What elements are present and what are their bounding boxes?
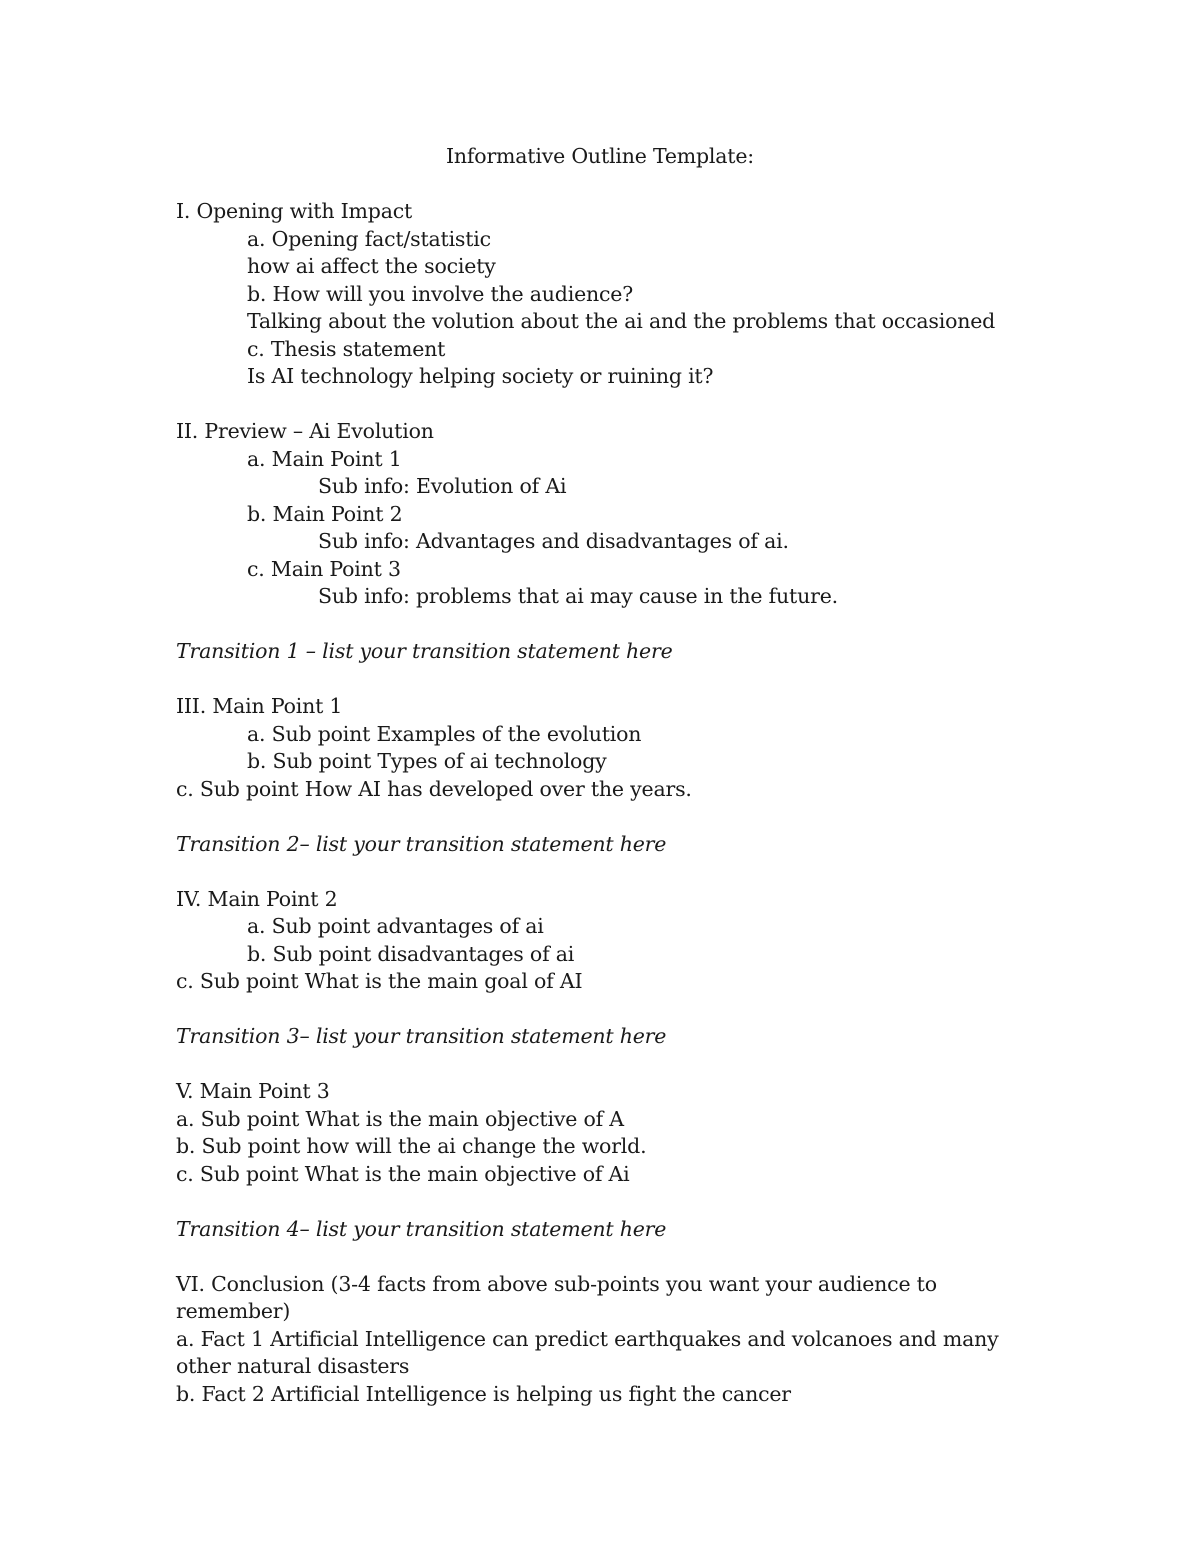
document-title: Informative Outline Template: [446,144,754,168]
blank-line [176,611,1036,639]
blank-line [176,1051,1036,1079]
outline-line: III. Main Point 1 [176,694,343,718]
outline-line: c. Sub point What is the main objective of Ai [176,1161,630,1186]
outline-line: remember) [176,1299,291,1323]
transition-line: Transition 4– list your transition statement here [176,1216,667,1241]
sub-info-line: Sub info: Advantages and disadvantages of ai. [318,529,789,553]
sub-point-line: Is AI technology helping society or ruining it? [247,364,714,388]
outline-line: VI. Conclusion (3-4 facts from above sub-points you want your audience to [176,1271,937,1296]
sub-point-line: c. Thesis statement [247,336,446,361]
sub-point-line: a. Opening fact/statistic [247,226,491,251]
sub-point-line: b. How will you involve the audience? [247,281,634,306]
blank-line [176,666,1036,694]
outline-line: a. Fact 1 Artificial Intelligence can predict earthquakes and volcanoes and many [176,1326,999,1351]
sub-point-line: a. Sub point Examples of the evolution [247,721,642,746]
sub-point-line: b. Sub point Types of ai technology [247,749,607,773]
document-body [176,198,1036,1408]
blank-line [176,996,1036,1024]
blank-line [176,391,1036,419]
sub-point-line: a. Sub point advantages of ai [247,914,544,938]
outline-line: II. Preview – Ai Evolution [176,419,434,443]
outline-line: b. Fact 2 Artificial Intelligence is helping us fight the cancer [176,1381,791,1406]
blank-line [176,803,1036,831]
sub-point-line: a. Main Point 1 [247,446,402,471]
sub-point-line: b. Main Point 2 [247,501,403,526]
blank-line [176,1243,1036,1271]
sub-point-line: c. Main Point 3 [247,556,401,581]
blank-line [176,1188,1036,1216]
outline-line: b. Sub point how will the ai change the world. [176,1134,647,1158]
sub-point-line: how ai affect the society [247,254,496,278]
outline-line: c. Sub point How AI has developed over the years. [176,776,692,801]
transition-line: Transition 2– list your transition statement here [176,831,667,856]
sub-info-line: Sub info: problems that ai may cause in the future. [318,584,838,608]
outline-line: I. Opening with Impact [176,199,413,223]
outline-line: a. Sub point What is the main objective of A [176,1106,624,1131]
outline-line: other natural disasters [176,1354,410,1378]
outline-line: V. Main Point 3 [176,1079,330,1103]
outline-line: IV. Main Point 2 [176,886,338,911]
sub-point-line: Talking about the volution about the ai and the problems that occasioned [247,309,996,333]
transition-line: Transition 3– list your transition statement here [176,1024,667,1048]
sub-point-line: b. Sub point disadvantages of ai [247,941,575,966]
blank-line [176,858,1036,886]
transition-line: Transition 1 – list your transition statement here [176,639,673,663]
outline-line: c. Sub point What is the main goal of AI [176,969,583,993]
sub-info-line: Sub info: Evolution of Ai [318,474,567,498]
